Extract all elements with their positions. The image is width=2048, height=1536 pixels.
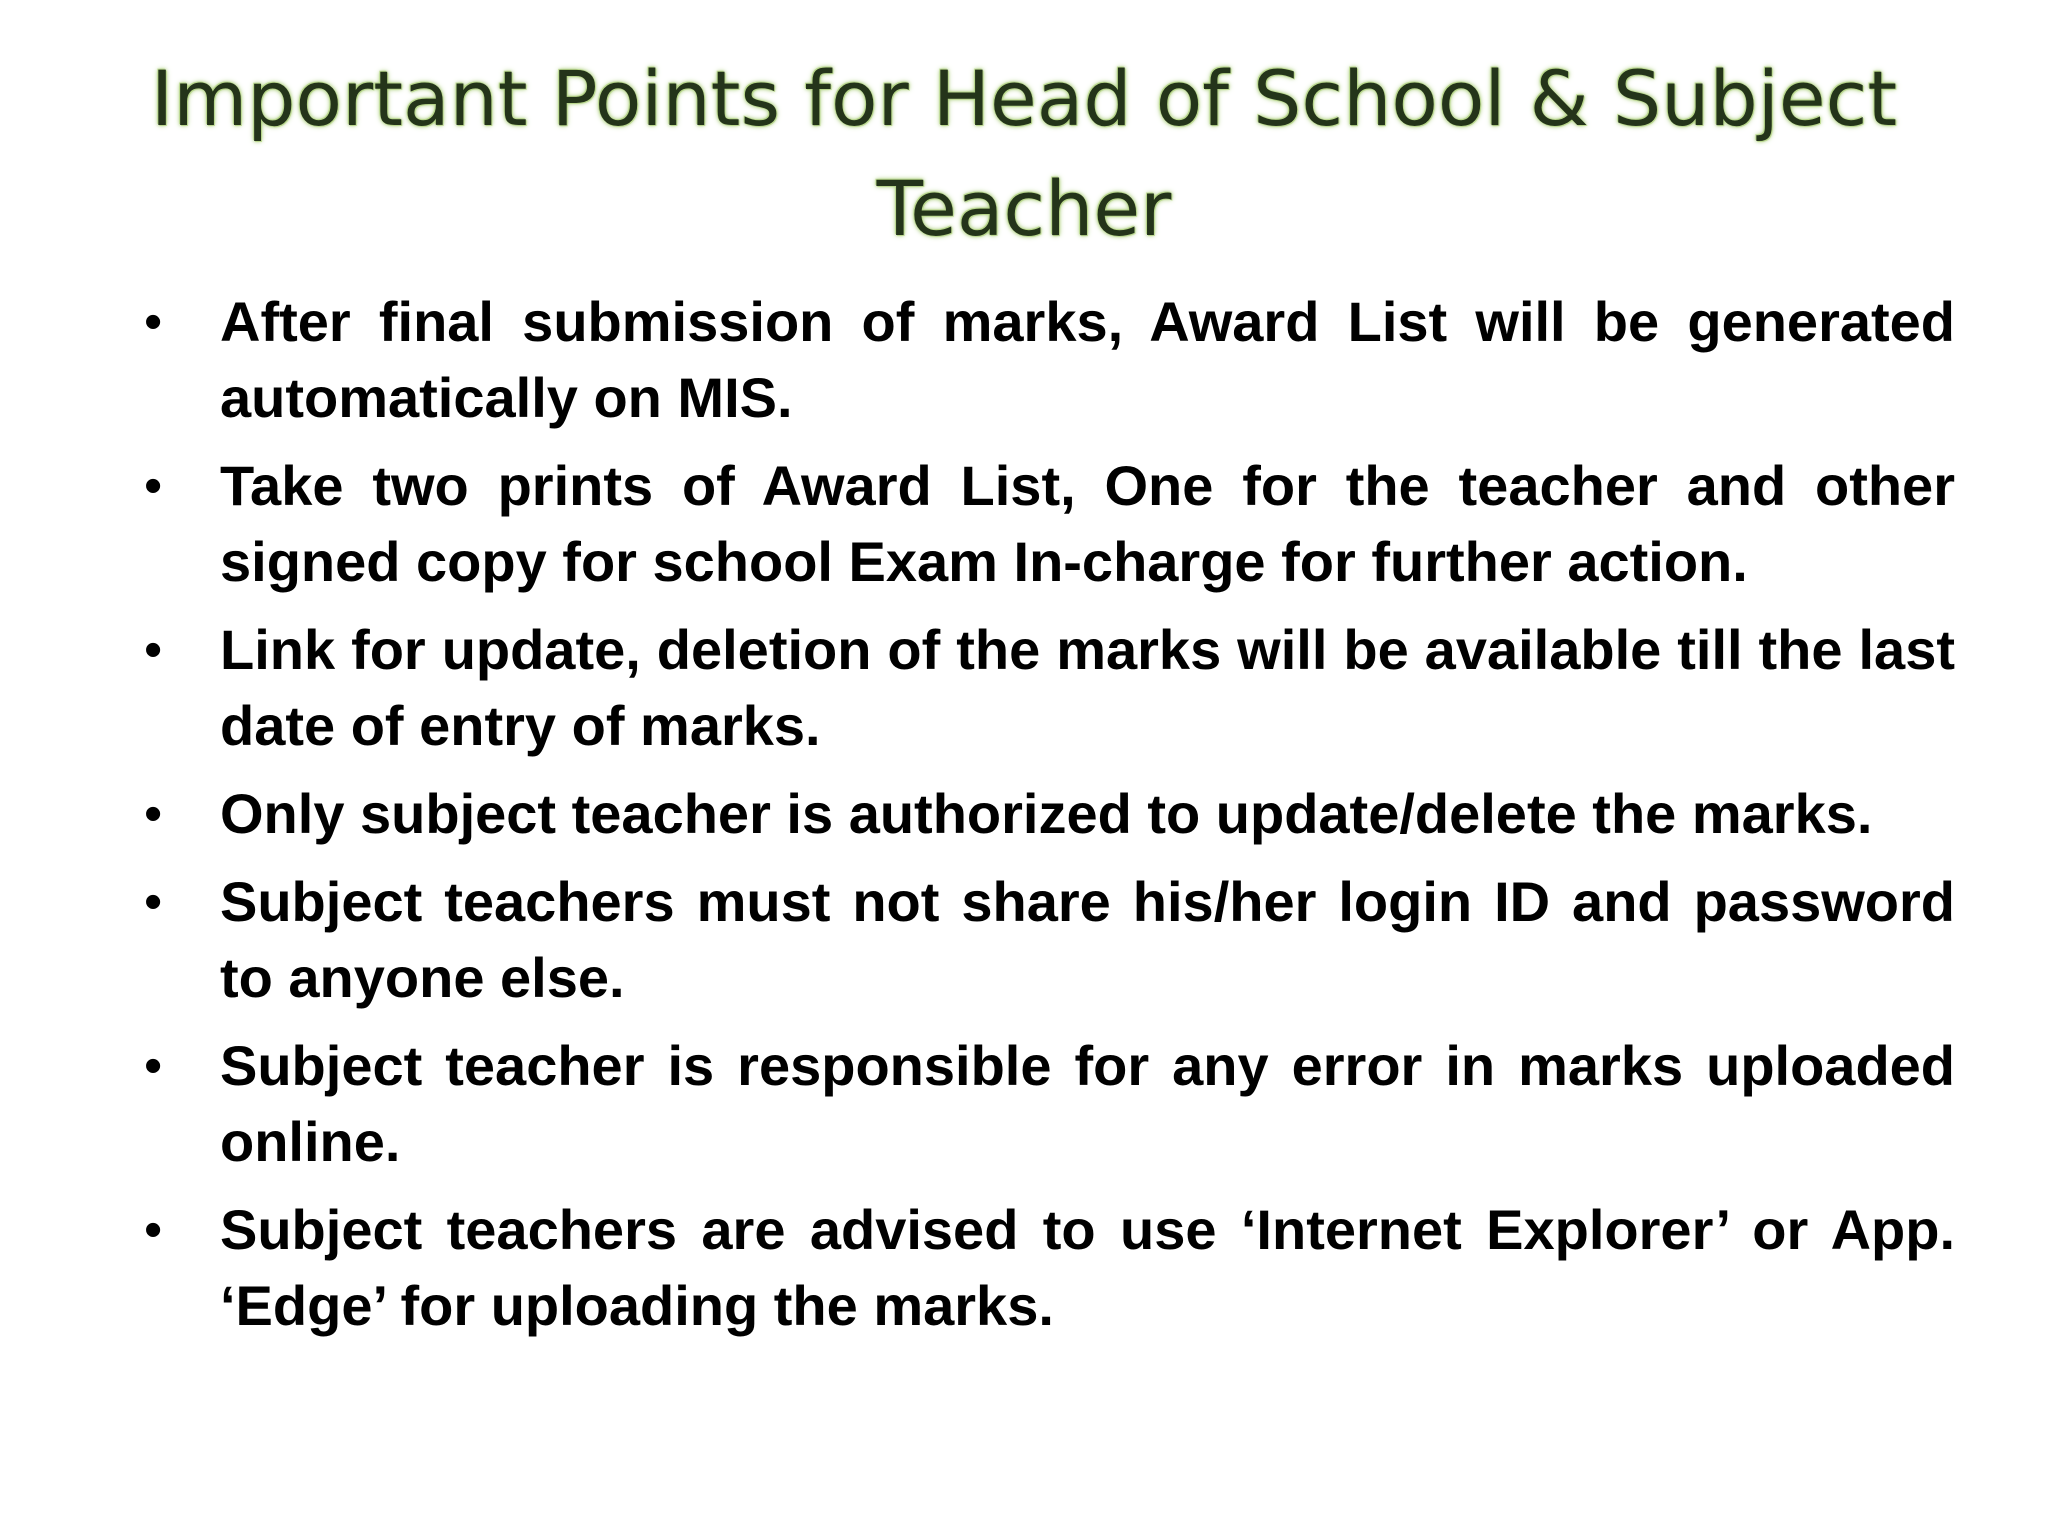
- bullet-item-2: [0, 448, 2048, 600]
- bullet-icon: •: [144, 1201, 163, 1259]
- bullet-item-4: [0, 776, 2048, 852]
- slide-title: [120, 44, 1928, 264]
- bullet-item-1: [0, 284, 2048, 436]
- slide-title-line-2: Teacher: [876, 164, 1172, 253]
- bullet-item-7: [0, 1192, 2048, 1344]
- bullet-text-7: Subject teachers are advised to use ‘Internet Explorer’ or App. ‘Edge’ for uploading the marks.: [220, 1198, 1955, 1337]
- bullet-icon: •: [144, 621, 163, 679]
- bullet-item-6: [0, 1028, 2048, 1180]
- bullet-list: [0, 284, 2048, 1356]
- bullet-item-5: [0, 864, 2048, 1016]
- bullet-item-3: [0, 612, 2048, 764]
- bullet-icon: •: [144, 1037, 163, 1095]
- bullet-text-5: Subject teachers must not share his/her login ID and password to anyone else.: [220, 870, 1955, 1009]
- bullet-icon: •: [144, 873, 163, 931]
- bullet-text-3: Link for update, deletion of the marks will be available till the last date of entry of marks.: [220, 618, 1955, 757]
- slide-title-line-1: Important Points for Head of School & Subject: [150, 54, 1898, 143]
- bullet-icon: •: [144, 457, 163, 515]
- bullet-text-1: After final submission of marks, Award List will be generated automatically on MIS.: [220, 290, 1955, 429]
- bullet-text-6: Subject teacher is responsible for any error in marks uploaded online.: [220, 1034, 1955, 1173]
- bullet-text-2: Take two prints of Award List, One for the teacher and other signed copy for school Exam In-charge for further action.: [220, 454, 1955, 593]
- bullet-text-4: Only subject teacher is authorized to update/delete the marks.: [220, 782, 1873, 845]
- bullet-icon: •: [144, 785, 163, 843]
- bullet-icon: •: [144, 293, 163, 351]
